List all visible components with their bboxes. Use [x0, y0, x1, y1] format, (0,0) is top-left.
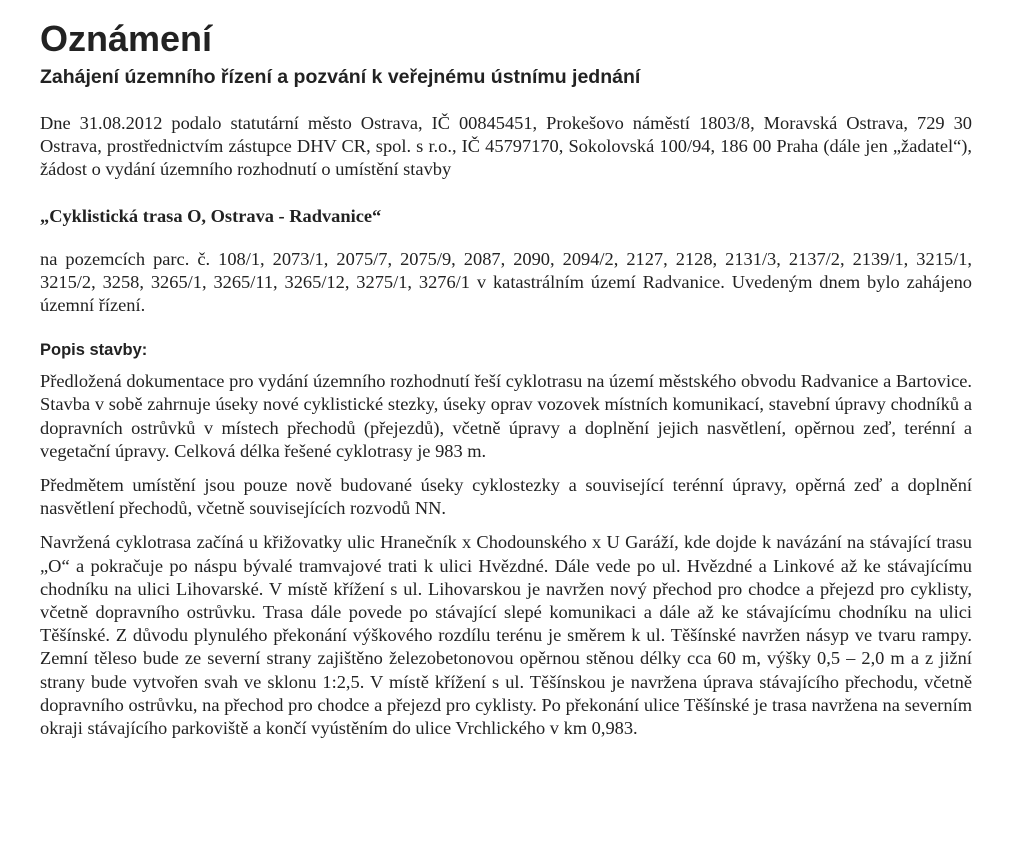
project-name: „Cyklistická trasa O, Ostrava - Radvanice“ — [40, 205, 382, 226]
parcels-paragraph: na pozemcích parc. č. 108/1, 2073/1, 2075/7, 2075/9, 2087, 2090, 2094/2, 2127, 2128, 2131/3, 2137/2, 2139/1, 3215/1, 3215/2, 3258, 3265/1, 3265/11, 3265/12, 3275/1, 3276/1 v katastrálním území Radvanice. Uvedeným dnem bylo zahájeno územní řízení. — [40, 248, 972, 316]
document-page — [40, 0, 972, 740]
section-heading: Popis stavby: — [40, 341, 148, 360]
document-subtitle: Zahájení územního řízení a pozvání k veřejnému ústnímu jednání — [40, 66, 641, 88]
description-paragraph-1: Předložená dokumentace pro vydání územního rozhodnutí řeší cyklotrasu na území městského obvodu Radvanice a Bartovice. Stavba v sobě zahrnuje úseky nové cyklistické stezky, úseky oprav vozovek místních komunikací, stavební úpravy chodníků a dopravních ostrůvků v místech přechodů (přejezdů), včetně úpravy a doplnění jejich nasvětlení, opěrnou zeď, terénní a vegetační úpravy. Celková délka řešené cyklotrasy je 983 m. — [40, 371, 972, 461]
intro-paragraph: Dne 31.08.2012 podalo statutární město Ostrava, IČ 00845451, Prokešovo náměstí 1803/8, Moravská Ostrava, 729 30 Ostrava, prostřednictvím zástupce DHV CR, spol. s r.o., IČ 45797170, Sokolovská 100/94, 186 00 Praha (dále jen „žadatel“), žádost o vydání územního rozhodnutí o umístění stavby — [40, 113, 972, 180]
document-title: Oznámení — [40, 18, 213, 59]
description-paragraph-3: Navržená cyklotrasa začíná u křižovatky ulic Hranečník x Chodounského x U Garáží, kde dojde k navázání na stávající trasu „O“ a pokračuje po náspu bývalé tramvajové trati k ulici Hvězdné. Dále vede po ul. Hvězdné a Linkové až ke stávajícímu chodníku na ulici Lihovarské. V místě křížení s ul. Lihovarskou je navržen nový přechod pro chodce a přejezd pro cyklisty, včetně dopravního ostrůvku. Trasa dále povede po stávající slepé komunikaci a dále až ke stávajícímu chodníku na ulici Těšínské. Z důvodu plynulého překonání výškového rozdílu terénu je směrem k ul. Těšínské navržen násyp ve tvaru rampy. Zemní těleso bude ze severní strany zajištěno železobetonovou opěrnou stěnou délky cca 60 m, výšky 0,5 – 2,0 m a z jižní strany bude vytvořen svah ve sklonu 1:2,5. V místě křížení s ul. Těšínskou je navržena úprava stávajícího přechodu, včetně dopravního ostrůvku, na přechod pro chodce a přejezd pro cyklisty. Po překonání ulice Těšínské je trasa navržena na severním okraji stávajícího parkoviště a končí vyústěním do ulice Vrchlického v km 0,983. — [40, 532, 972, 739]
description-paragraph-2: Předmětem umístění jsou pouze nově budované úseky cyklostezky a související terénní úpravy, opěrná zeď a doplnění nasvětlení přechodů, včetně souvisejících rozvodů NN. — [40, 475, 972, 519]
